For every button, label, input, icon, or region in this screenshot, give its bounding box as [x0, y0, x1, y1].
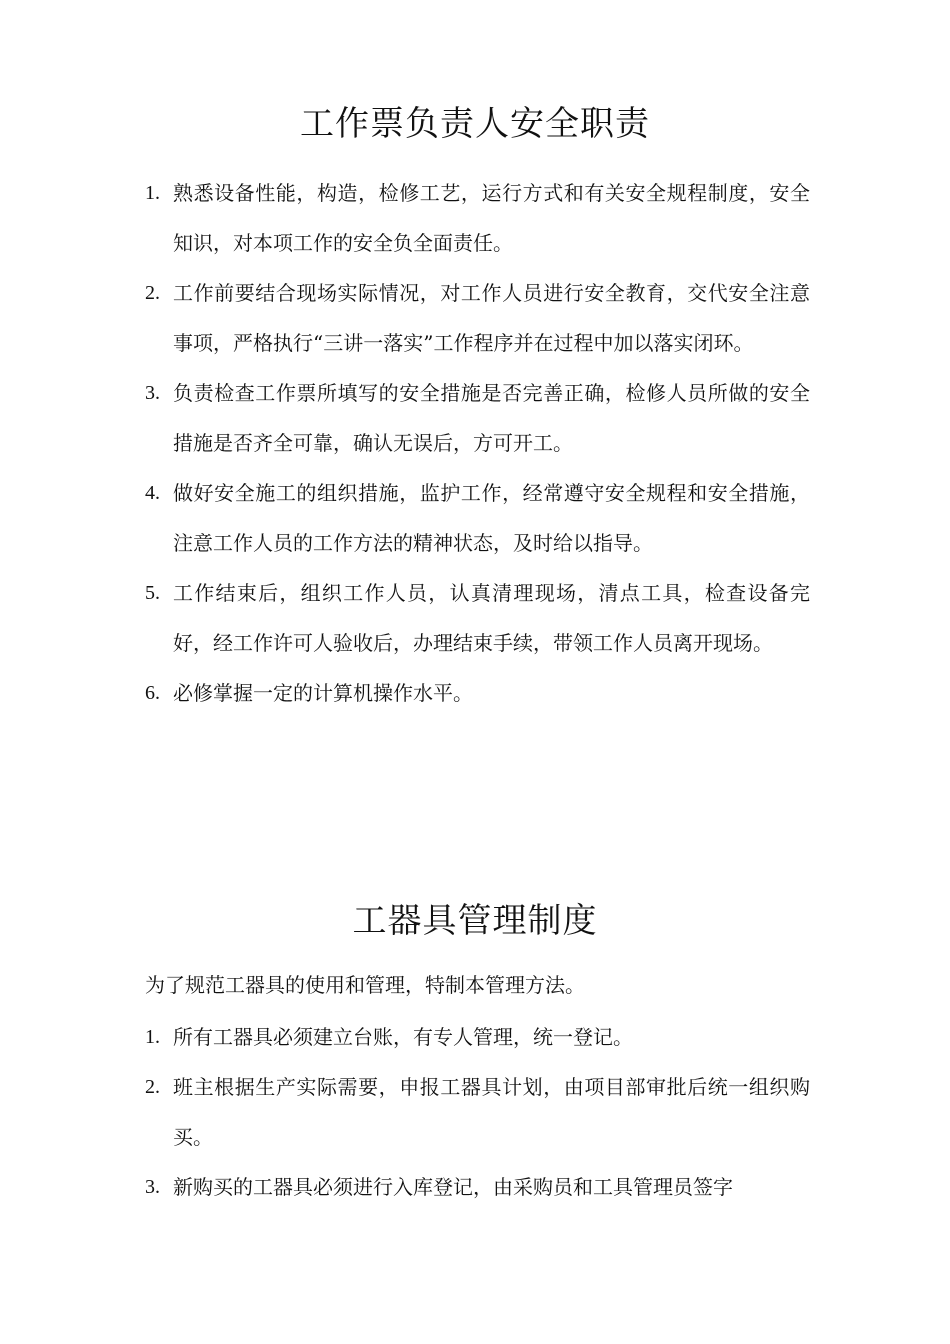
item-text: 负责检查工作票所填写的安全措施是否完善正确，检修人员所做的安全措施是否齐全可靠，确认无误后，方可开工。: [173, 381, 810, 455]
list-item: [145, 368, 810, 468]
item-number: 5.: [145, 582, 160, 604]
list-item: [145, 568, 810, 668]
list-item: [145, 168, 810, 268]
item-text: 工作前要结合现场实际情况，对工作人员进行安全教育，交代安全注意事项，严格执行“三讲一落实”工作程序并在过程中加以落实闭环。: [173, 281, 810, 355]
item-text: 工作结束后，组织工作人员，认真清理现场，清点工具，检查设备完好，经工作许可人验收后，办理结束手续，带领工作人员离开现场。: [173, 581, 810, 655]
item-number: 2.: [145, 282, 160, 304]
section1-list: [145, 168, 810, 718]
item-number: 3.: [145, 1176, 160, 1198]
item-text: 所有工器具必须建立台账，有专人管理，统一登记。: [173, 1025, 633, 1049]
section2-title: 工器具管理制度: [352, 901, 598, 941]
item-text: 班主根据生产实际需要，申报工器具计划，由项目部审批后统一组织购买。: [173, 1075, 810, 1149]
list-item: [145, 1012, 810, 1062]
list-item: [145, 468, 810, 568]
item-number: 3.: [145, 382, 160, 404]
item-number: 2.: [145, 1076, 160, 1098]
item-text: 新购买的工器具必须进行入库登记，由采购员和工具管理员签字: [173, 1175, 733, 1199]
item-number: 6.: [145, 682, 160, 704]
item-number: 4.: [145, 482, 160, 504]
list-item: [145, 1062, 810, 1162]
item-text: 必修掌握一定的计算机操作水平。: [173, 681, 473, 705]
item-number: 1.: [145, 182, 160, 204]
list-item: [145, 268, 810, 368]
item-number: 1.: [145, 1026, 160, 1048]
section1-title: 工作票负责人安全职责: [300, 104, 650, 144]
item-text: 熟悉设备性能，构造，检修工艺，运行方式和有关安全规程制度，安全知识，对本项工作的安全负全面责任。: [173, 181, 810, 255]
item-text: 做好安全施工的组织措施，监护工作，经常遵守安全规程和安全措施，注意工作人员的工作方法的精神状态，及时给以指导。: [173, 481, 810, 555]
section2-intro: 为了规范工器具的使用和管理，特制本管理方法。: [145, 973, 585, 997]
list-item: [145, 668, 810, 718]
list-item: [145, 1162, 810, 1212]
section2-list: [145, 1012, 810, 1212]
